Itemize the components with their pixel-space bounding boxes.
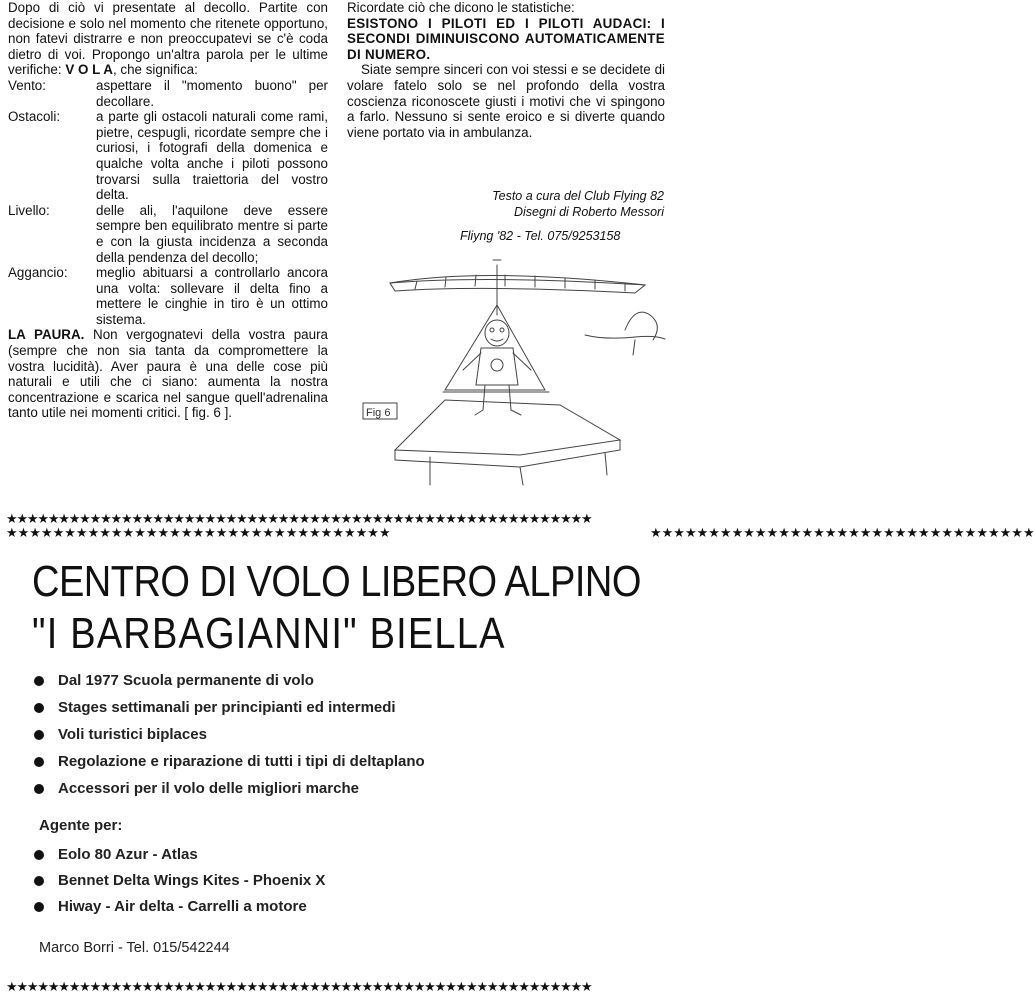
agent-list bbox=[34, 842, 325, 920]
vola-keyword: V O L A bbox=[65, 62, 113, 78]
agent-heading: Agente per: bbox=[39, 817, 123, 834]
agent-contact: Marco Borri - Tel. 015/542244 bbox=[39, 940, 230, 956]
fear-paragraph bbox=[8, 327, 328, 421]
list-item bbox=[34, 721, 425, 748]
stats-intro: Ricordate ciò che dicono le statistiche: bbox=[347, 0, 575, 15]
star-border-top: ★★★★★★★★★★★★★★★★★★★★★★★★★★★★★★★★★★★★★★★★★★★★★★★★★★★★★★★★ bbox=[6, 511, 592, 526]
fear-heading: LA PAURA. bbox=[8, 327, 85, 343]
bullet-icon bbox=[34, 757, 44, 767]
bullet-icon bbox=[34, 784, 44, 794]
services-list bbox=[34, 667, 425, 802]
list-item bbox=[34, 694, 425, 721]
credits bbox=[440, 188, 664, 220]
term-label: Ostacoli: bbox=[8, 109, 61, 125]
bullet-icon bbox=[34, 876, 44, 886]
club-contact: Fliyng '82 - Tel. 075/9253158 bbox=[460, 229, 621, 243]
fear-text: Non vergognatevi della vostra paura (sempre che non sia tanta da compromettere la vostra lucidità). Aver paura è una delle cose più naturali e utili che ci siano: aumenta la nostra concentrazione e scarica nel sangue quell'adrenalina tanto utile nei momenti critici. [ fig. 6 ]. bbox=[8, 327, 328, 421]
star-border-bottom: ★★★★★★★★★★★★★★★★★★★★★★★★★★★★★★★★★★★★★★★★★★★★★★★★★★★★★★★★ bbox=[6, 979, 592, 994]
term-definition: a parte gli ostacoli naturali come rami, pietre, cespugli, ricordate sempre che i curiosi, i fotografi della domenica e qualche volta anche i piloti possono trovarsi sulla traiettoria del vostro delta. bbox=[96, 109, 328, 203]
list-item-text: Eolo 80 Azur - Atlas bbox=[58, 846, 198, 863]
list-item bbox=[34, 868, 325, 894]
term-ostacoli bbox=[8, 109, 328, 203]
bullet-icon bbox=[34, 902, 44, 912]
term-label: Aggancio: bbox=[8, 265, 68, 281]
bullet-icon bbox=[34, 730, 44, 740]
list-item bbox=[34, 775, 425, 802]
list-item-text: Voli turistici biplaces bbox=[58, 726, 207, 743]
left-column bbox=[8, 0, 328, 421]
stats-statement: ESISTONO I PILOTI ED I PILOTI AUDACI: I SECONDI DIMINUISCONO AUTOMATICAMENTE DI NUMERO. bbox=[347, 15, 665, 62]
term-definition: delle ali, l'aquilone deve essere sempre ben equilibrato mentre si parte e con la giusta incidenza a seconda della pendenza del decollo; bbox=[96, 202, 328, 265]
star-border-left: ★★★★★★★★★★★★★★★★★★★★★★★★★★★★★★★★★ bbox=[6, 525, 391, 540]
text-credit: Testo a cura del Club Flying 82 bbox=[492, 189, 664, 203]
advertisement bbox=[6, 511, 1035, 994]
figure-label: Fig 6 bbox=[366, 407, 391, 419]
intro-text: Dopo di ciò vi presentate al decollo. Partite con decisione e solo nel momento che ritenete opportuno, non fatevi distrarre e non preoccupatevi se c'è coda dietro di voi. Propongo un'altra parola per le ultime verifiche: bbox=[8, 0, 328, 78]
ad-title: CENTRO DI VOLO LIBERO ALPINO bbox=[32, 558, 641, 607]
term-definition: aspettare il "momento buono" per decollare. bbox=[96, 77, 328, 109]
list-item bbox=[34, 748, 425, 775]
list-item-text: Accessori per il volo delle migliori marche bbox=[58, 780, 359, 797]
bullet-icon bbox=[34, 703, 44, 713]
list-item-text: Bennet Delta Wings Kites - Phoenix X bbox=[58, 872, 326, 889]
list-item bbox=[34, 894, 325, 920]
list-item bbox=[34, 842, 325, 868]
term-label: Vento: bbox=[8, 77, 46, 93]
term-vento bbox=[8, 78, 328, 109]
hang-glider-illustration bbox=[335, 245, 665, 485]
advice-paragraph: Siate sempre sinceri con voi stessi e se decidete di volare fatelo solo se nel profondo della vostra coscienza riconoscete giusti i motivi che vi spingono a farlo. Nessuno si sente eroico e si diverte quando viene portato via in ambulanza. bbox=[347, 62, 665, 140]
term-aggancio bbox=[8, 265, 328, 327]
term-definition: meglio abituarsi a controllarlo ancora una volta: sollevare il delta fino a mettere le cinghie in tiro è un ottimo sistema. bbox=[96, 265, 328, 327]
list-item-text: Dal 1977 Scuola permanente di volo bbox=[58, 672, 314, 689]
list-item-text: Hiway - Air delta - Carrelli a motore bbox=[58, 898, 307, 915]
term-label: Livello: bbox=[8, 202, 50, 218]
list-item-text: Regolazione e riparazione di tutti i tipi di deltaplano bbox=[58, 753, 425, 770]
intro-paragraph bbox=[8, 0, 328, 78]
drawing-credit: Disegni di Roberto Messori bbox=[513, 205, 664, 219]
bullet-icon bbox=[34, 676, 44, 686]
list-item bbox=[34, 667, 425, 694]
ad-subtitle: "I BARBAGIANNI" BIELLA bbox=[32, 610, 506, 659]
right-column bbox=[347, 0, 665, 140]
list-item-text: Stages settimanali per principianti ed intermedi bbox=[58, 699, 396, 716]
bullet-icon bbox=[34, 850, 44, 860]
intro-end: , che significa: bbox=[112, 62, 198, 78]
star-border-right: ★★★★★★★★★★★★★★★★★★★★★★★★★★★★★★★★★ bbox=[650, 525, 1035, 540]
term-livello bbox=[8, 203, 328, 265]
